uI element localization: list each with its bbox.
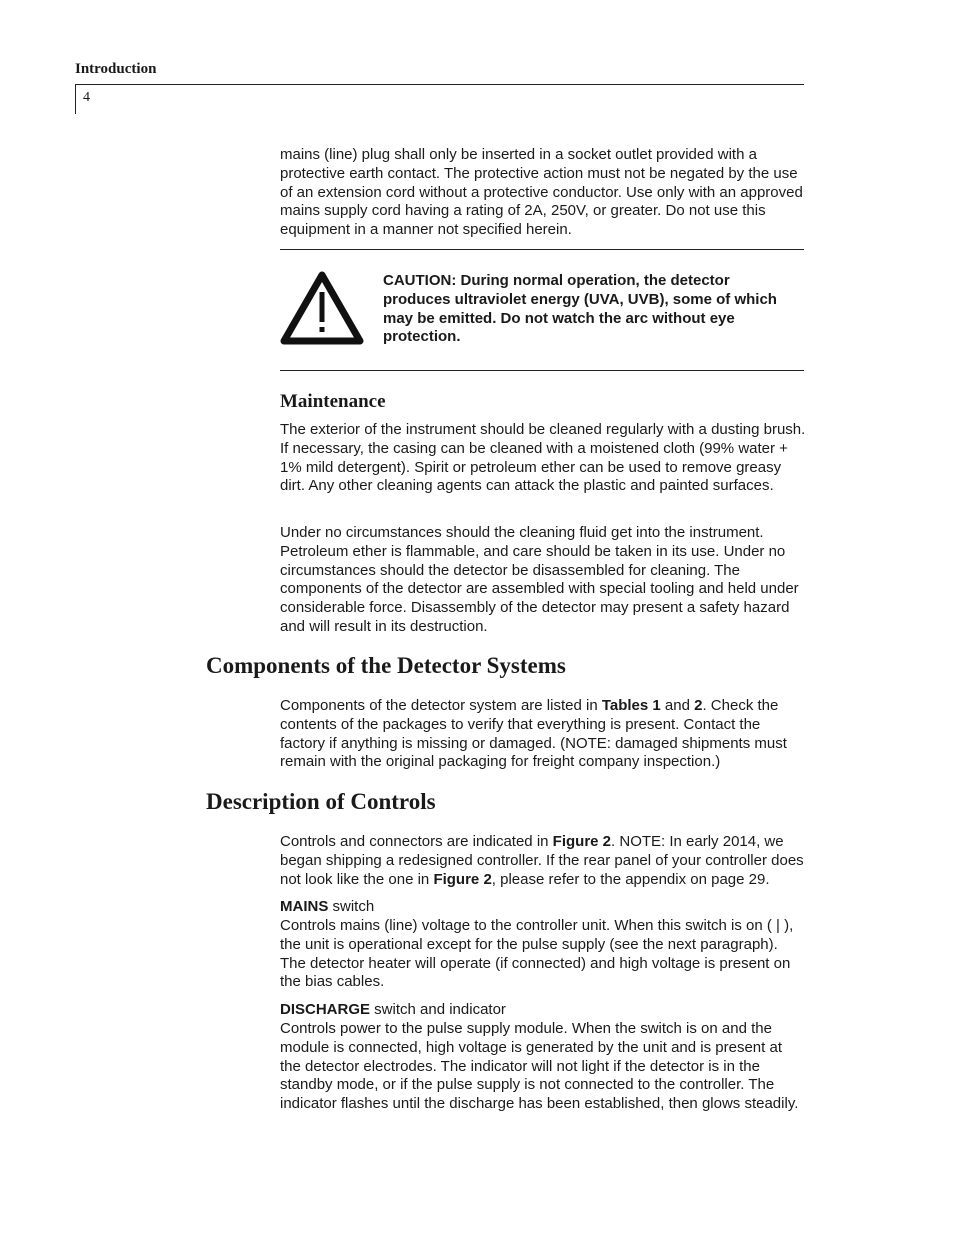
mains-switch-label bbox=[280, 898, 806, 917]
controls-paragraph bbox=[280, 833, 806, 889]
controls-text-a: Controls and connectors are indicated in bbox=[280, 833, 553, 850]
intro-paragraph: mains (line) plug shall only be inserted in a socket outlet provided with a protective earth contact. The protective action must not be negated by the use of an extension cord without a protective conductor. Use only with an approved mains supply cord having a rating of 2A, 250V, or greater. Do not use this equipment in a manner not specified herein. bbox=[280, 146, 803, 239]
controls-text-b: . NOTE: In early 2014, we began shipping a redesigned controller. If the rear panel of your controller does not look like the one in bbox=[280, 833, 804, 888]
components-text-a: Components of the detector system are listed in bbox=[280, 697, 602, 714]
maintenance-paragraph-2: Under no circumstances should the cleaning fluid get into the instrument. Petroleum ether is flammable, and care should be taken in its use. Under no circumstances should the detector be disassembled for cleaning. The components of the detector are assembled with special tooling and held under considerable force. Disassembly of the detector may present a safety hazard and will result in its destruction. bbox=[280, 524, 799, 635]
mains-label-rest: switch bbox=[328, 898, 375, 915]
page-number: 4 bbox=[83, 90, 90, 105]
controls-text-c: , please refer to the appendix on page 29. bbox=[491, 870, 770, 888]
mains-label-bold: MAINS bbox=[280, 898, 329, 915]
discharge-switch-label bbox=[280, 1001, 806, 1020]
figure-2-ref-second: Figure 2 bbox=[433, 870, 492, 888]
section-label: Introduction bbox=[75, 61, 157, 77]
caution-text: CAUTION: During normal operation, the detector produces ultraviolet energy (UVA, UVB), some of which may be emitted. Do not watch the arc without eye protection. bbox=[383, 272, 777, 346]
warning-triangle-icon bbox=[280, 270, 364, 346]
tables-1-ref: Tables 1 bbox=[601, 697, 661, 714]
maintenance-heading: Maintenance bbox=[280, 391, 386, 412]
caution-top-rule bbox=[280, 249, 804, 250]
components-paragraph bbox=[280, 697, 806, 772]
discharge-label-rest: switch and indicator bbox=[370, 1001, 506, 1018]
figure-2-ref: Figure 2 bbox=[552, 833, 612, 850]
components-heading: Components of the Detector Systems bbox=[206, 653, 566, 678]
tables-2-ref: 2 bbox=[694, 697, 703, 714]
mains-switch-description: Controls mains (line) voltage to the controller unit. When this switch is on ( | ), the unit is operational except for the pulse supply (see the next paragraph). The detector heater will operate (if connected) and high voltage is present on the bias cables. bbox=[280, 917, 794, 991]
maintenance-paragraph-1: The exterior of the instrument should be cleaned regularly with a dusting brush. If necessary, the casing can be cleaned with a moistened cloth (99% water + 1% mild detergent). Spirit or petroleum ether can be used to remove greasy dirt. Any other cleaning agents can attack the plastic and painted surfaces. bbox=[280, 421, 806, 495]
components-text-b: and bbox=[660, 697, 695, 714]
page-number-rule bbox=[75, 84, 76, 114]
components-text-c: . Check the contents of the packages to verify that everything is present. Contact the factory if anything is missing or damaged. (NOTE: damaged shipments must remain with the original packaging for freight company inspection.) bbox=[280, 697, 787, 771]
controls-heading: Description of Controls bbox=[206, 789, 436, 814]
header-rule bbox=[75, 84, 804, 85]
caution-bottom-rule bbox=[280, 370, 804, 371]
discharge-switch-description: Controls power to the pulse supply module. When the switch is on and the module is connected, high voltage is generated by the unit and is present at the detector electrodes. The indicator will not light if the detector is in the standby mode, or if the pulse supply is not connected to the controller. The indicator flashes until the discharge has been established, then glows steadily. bbox=[280, 1020, 799, 1113]
discharge-label-bold: DISCHARGE bbox=[280, 1001, 371, 1018]
